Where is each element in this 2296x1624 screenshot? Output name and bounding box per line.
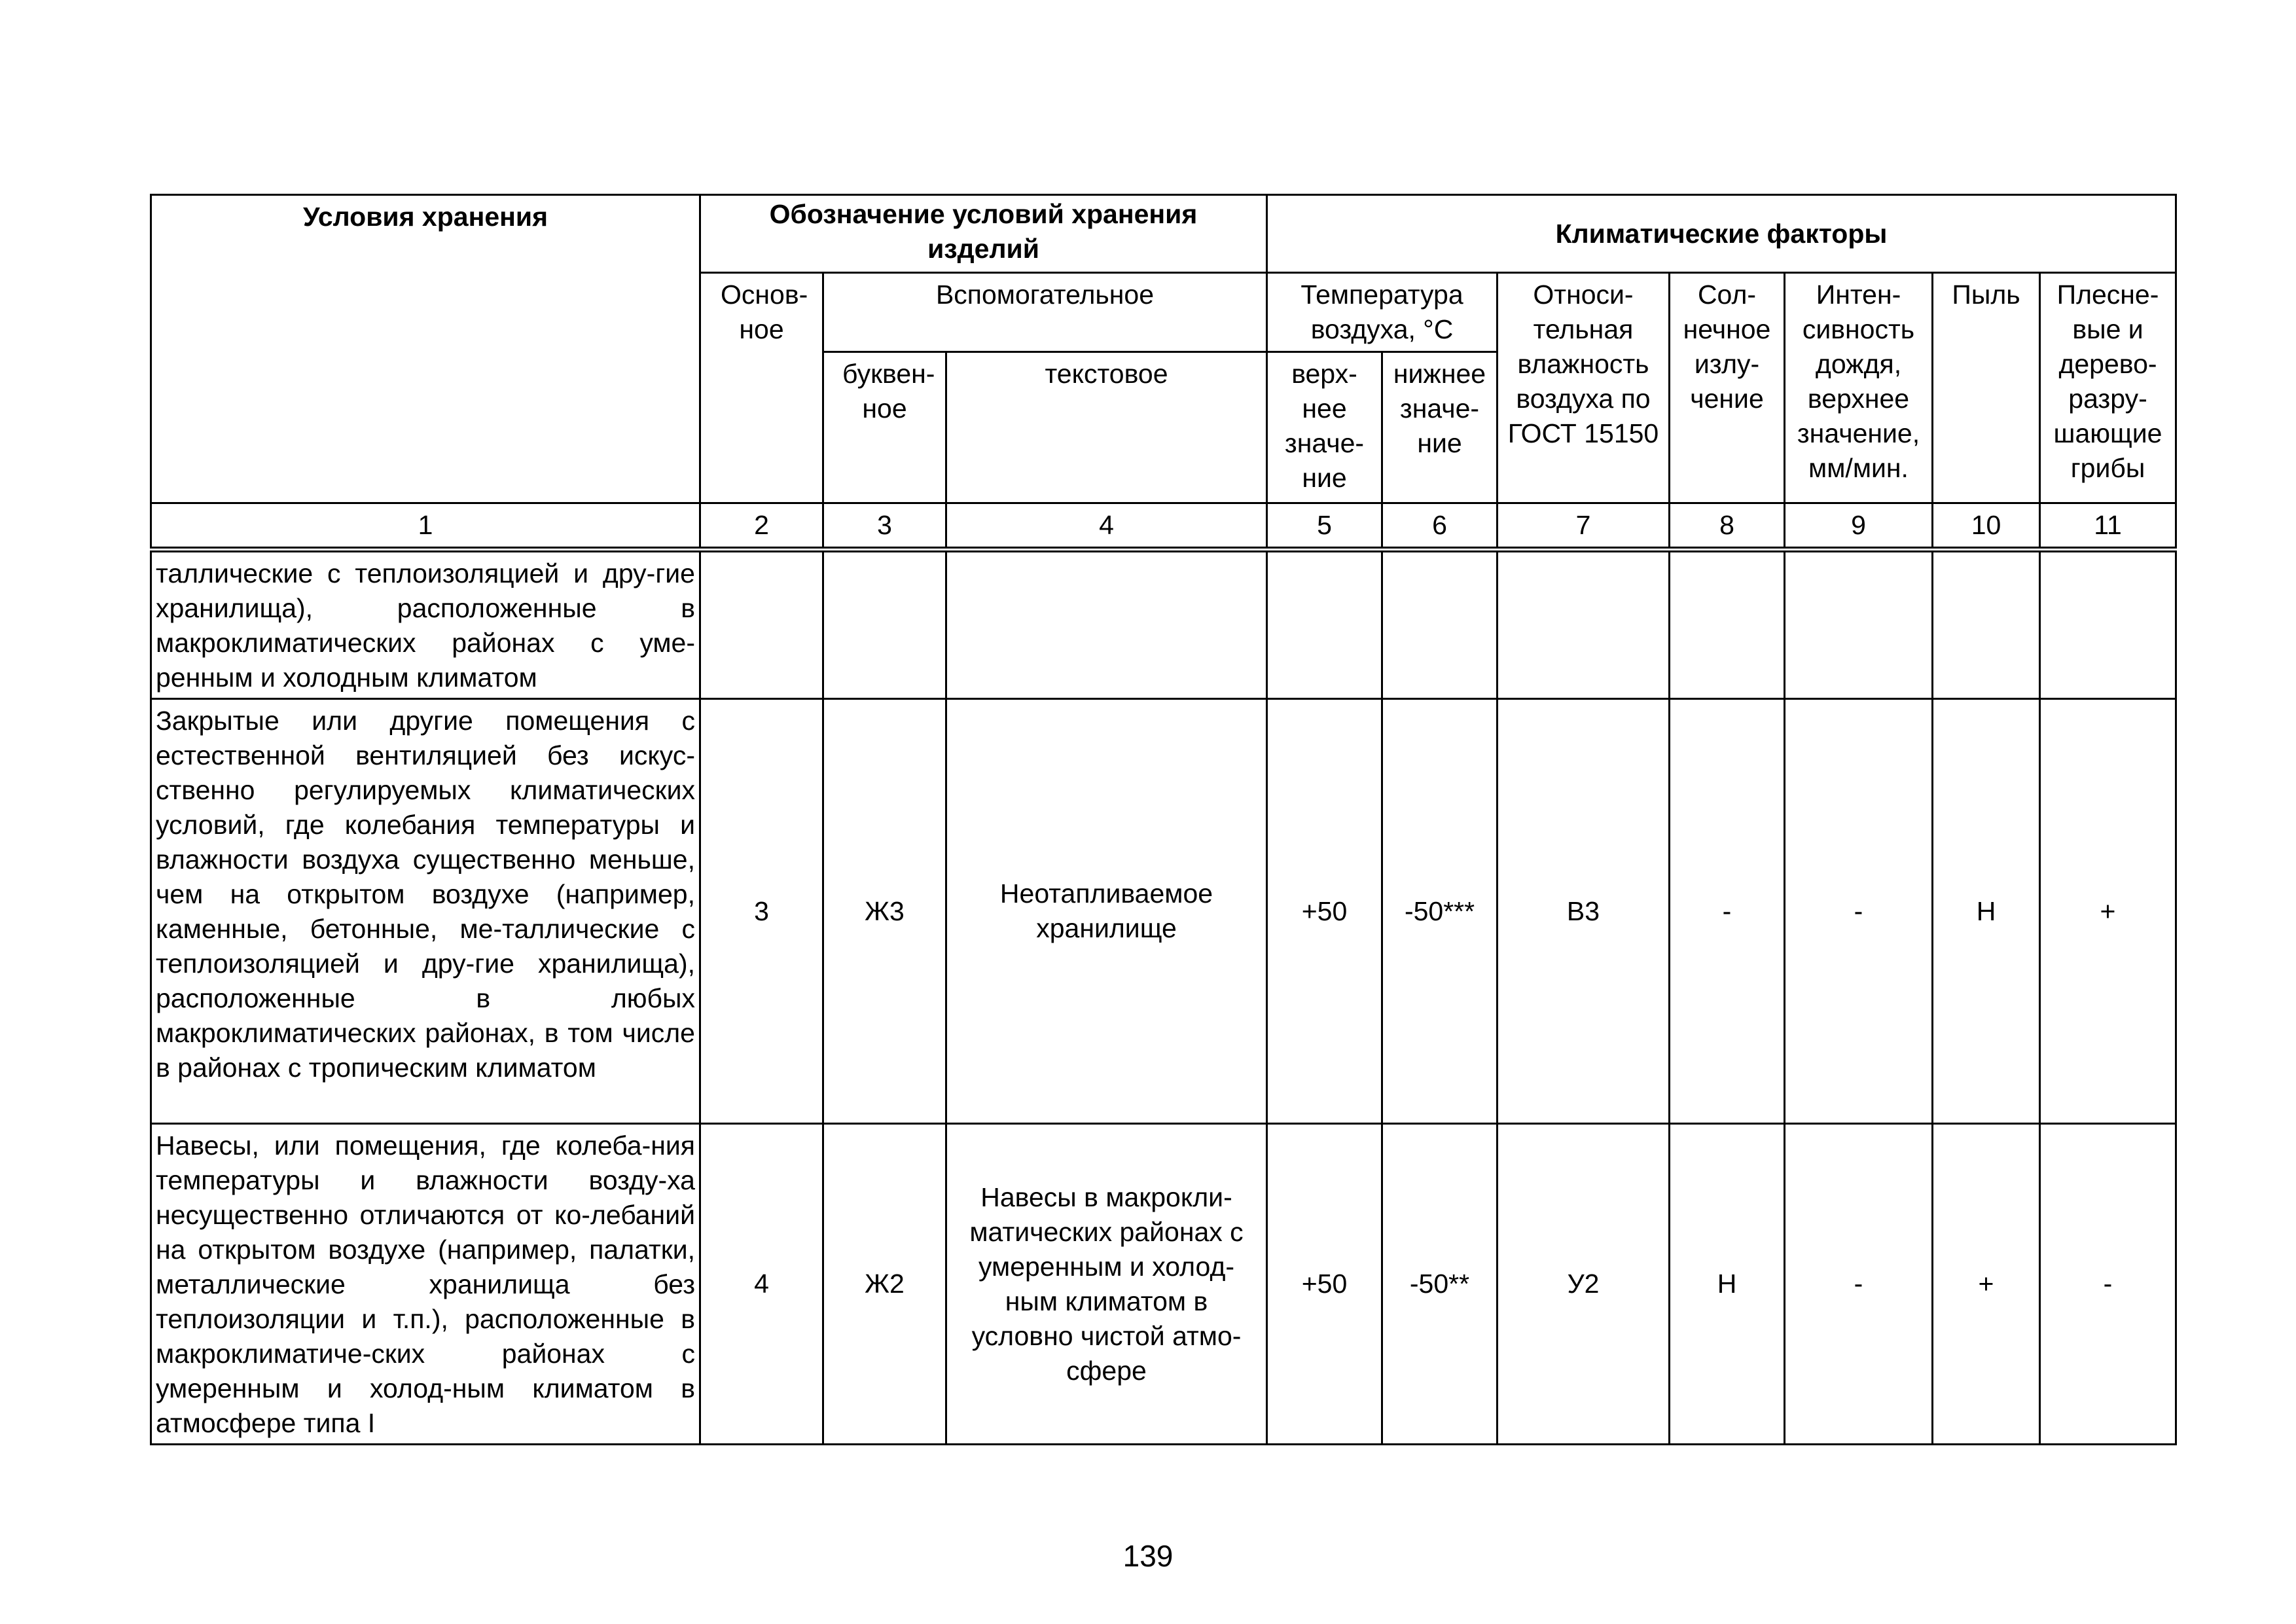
table-row: [151, 550, 2176, 699]
header-designation: Обозначение условий хранения изделий: [700, 195, 1267, 273]
temperature-upper: +50: [1267, 699, 1382, 1124]
header-auxiliary: Вспомогательное: [823, 273, 1267, 352]
solar-value: Н: [1670, 1124, 1785, 1445]
column-number: 6: [1382, 503, 1498, 550]
temperature-lower: [1382, 550, 1498, 699]
temperature-lower: -50***: [1382, 699, 1498, 1124]
storage-description: таллические с теплоизоляцией и дру-гие хранилища), расположенные в макроклиматических районах с уме-ренным и холодным климатом: [151, 550, 700, 699]
column-number: 3: [823, 503, 946, 550]
letter-designation: [823, 550, 946, 699]
column-number: 7: [1498, 503, 1670, 550]
header-main: Основ-ное: [700, 273, 823, 503]
page-number: 139: [1122, 1539, 1174, 1573]
column-number: 11: [2040, 503, 2176, 550]
text-designation: [946, 550, 1267, 699]
solar-value: -: [1670, 699, 1785, 1124]
fungi-value: [2040, 550, 2176, 699]
column-number: 4: [946, 503, 1267, 550]
header-dust: Пыль: [1933, 273, 2040, 503]
storage-description: Закрытые или другие помещения с естественной вентиляцией без искус-ственно регулируемых климатических условий, где колебания температуры и влажности воздуха существенно меньше, чем на открытом воздухе (например, каменные, бетонные, ме-таллические с теплоизоляцией и дру-гие хранилища), расположенные в любых макроклиматических районах, в том числе в районах с тропическим климатом: [151, 699, 700, 1124]
column-number: 5: [1267, 503, 1382, 550]
fungi-value: +: [2040, 699, 2176, 1124]
header-storage-conditions: Условия хранения: [151, 195, 700, 503]
solar-value: [1670, 550, 1785, 699]
humidity-value: В3: [1498, 699, 1670, 1124]
header-lower-value: нижнее значе-ние: [1382, 352, 1498, 503]
column-number: 10: [1933, 503, 2040, 550]
header-climatic-factors: Климатические факторы: [1267, 195, 2176, 273]
rain-value: -: [1785, 699, 1933, 1124]
humidity-value: У2: [1498, 1124, 1670, 1445]
text-designation: Навесы в макрокли-матических районах с умеренным и холод-ным климатом в условно чистой атмо-сфере: [946, 1124, 1267, 1445]
letter-designation: Ж3: [823, 699, 946, 1124]
dust-value: Н: [1933, 699, 2040, 1124]
main-designation: [700, 550, 823, 699]
storage-description: Навесы, или помещения, где колеба-ния температуры и влажности возду-ха несущественно отличаются от ко-лебаний на открытом воздухе (например, палатки, металлические хранилища без теплоизоляции и т.п.), расположенные в макроклиматиче-ских районах с умеренным и холод-ным климатом в атмосфере типа I: [151, 1124, 700, 1445]
text-designation: Неотапливаемое хранилище: [946, 699, 1267, 1124]
dust-value: [1933, 550, 2040, 699]
table-row: [151, 1124, 2176, 1445]
rain-value: -: [1785, 1124, 1933, 1445]
column-number: 2: [700, 503, 823, 550]
header-letter: буквен-ное: [823, 352, 946, 503]
rain-value: [1785, 550, 1933, 699]
header-upper-value: верх-нее значе-ние: [1267, 352, 1382, 503]
main-designation: 3: [700, 699, 823, 1124]
temperature-upper: +50: [1267, 1124, 1382, 1445]
dust-value: +: [1933, 1124, 2040, 1445]
table-row: [151, 699, 2176, 1124]
column-number: 1: [151, 503, 700, 550]
humidity-value: [1498, 550, 1670, 699]
header-textual: текстовое: [946, 352, 1267, 503]
header-air-temperature: Температура воздуха, °С: [1267, 273, 1498, 352]
column-number: 8: [1670, 503, 1785, 550]
header-fungi: Плесне-вые и дерево-разру-шающие грибы: [2040, 273, 2176, 503]
header-humidity: Относи-тельная влажность воздуха по ГОСТ 15150: [1498, 273, 1670, 503]
main-designation: 4: [700, 1124, 823, 1445]
header-solar: Сол-нечное излу-чение: [1670, 273, 1785, 503]
header-rain: Интен-сивность дождя, верхнее значение, мм/мин.: [1785, 273, 1933, 503]
temperature-lower: -50**: [1382, 1124, 1498, 1445]
temperature-upper: [1267, 550, 1382, 699]
column-number: 9: [1785, 503, 1933, 550]
storage-conditions-table: [150, 194, 2177, 1445]
letter-designation: Ж2: [823, 1124, 946, 1445]
fungi-value: -: [2040, 1124, 2176, 1445]
